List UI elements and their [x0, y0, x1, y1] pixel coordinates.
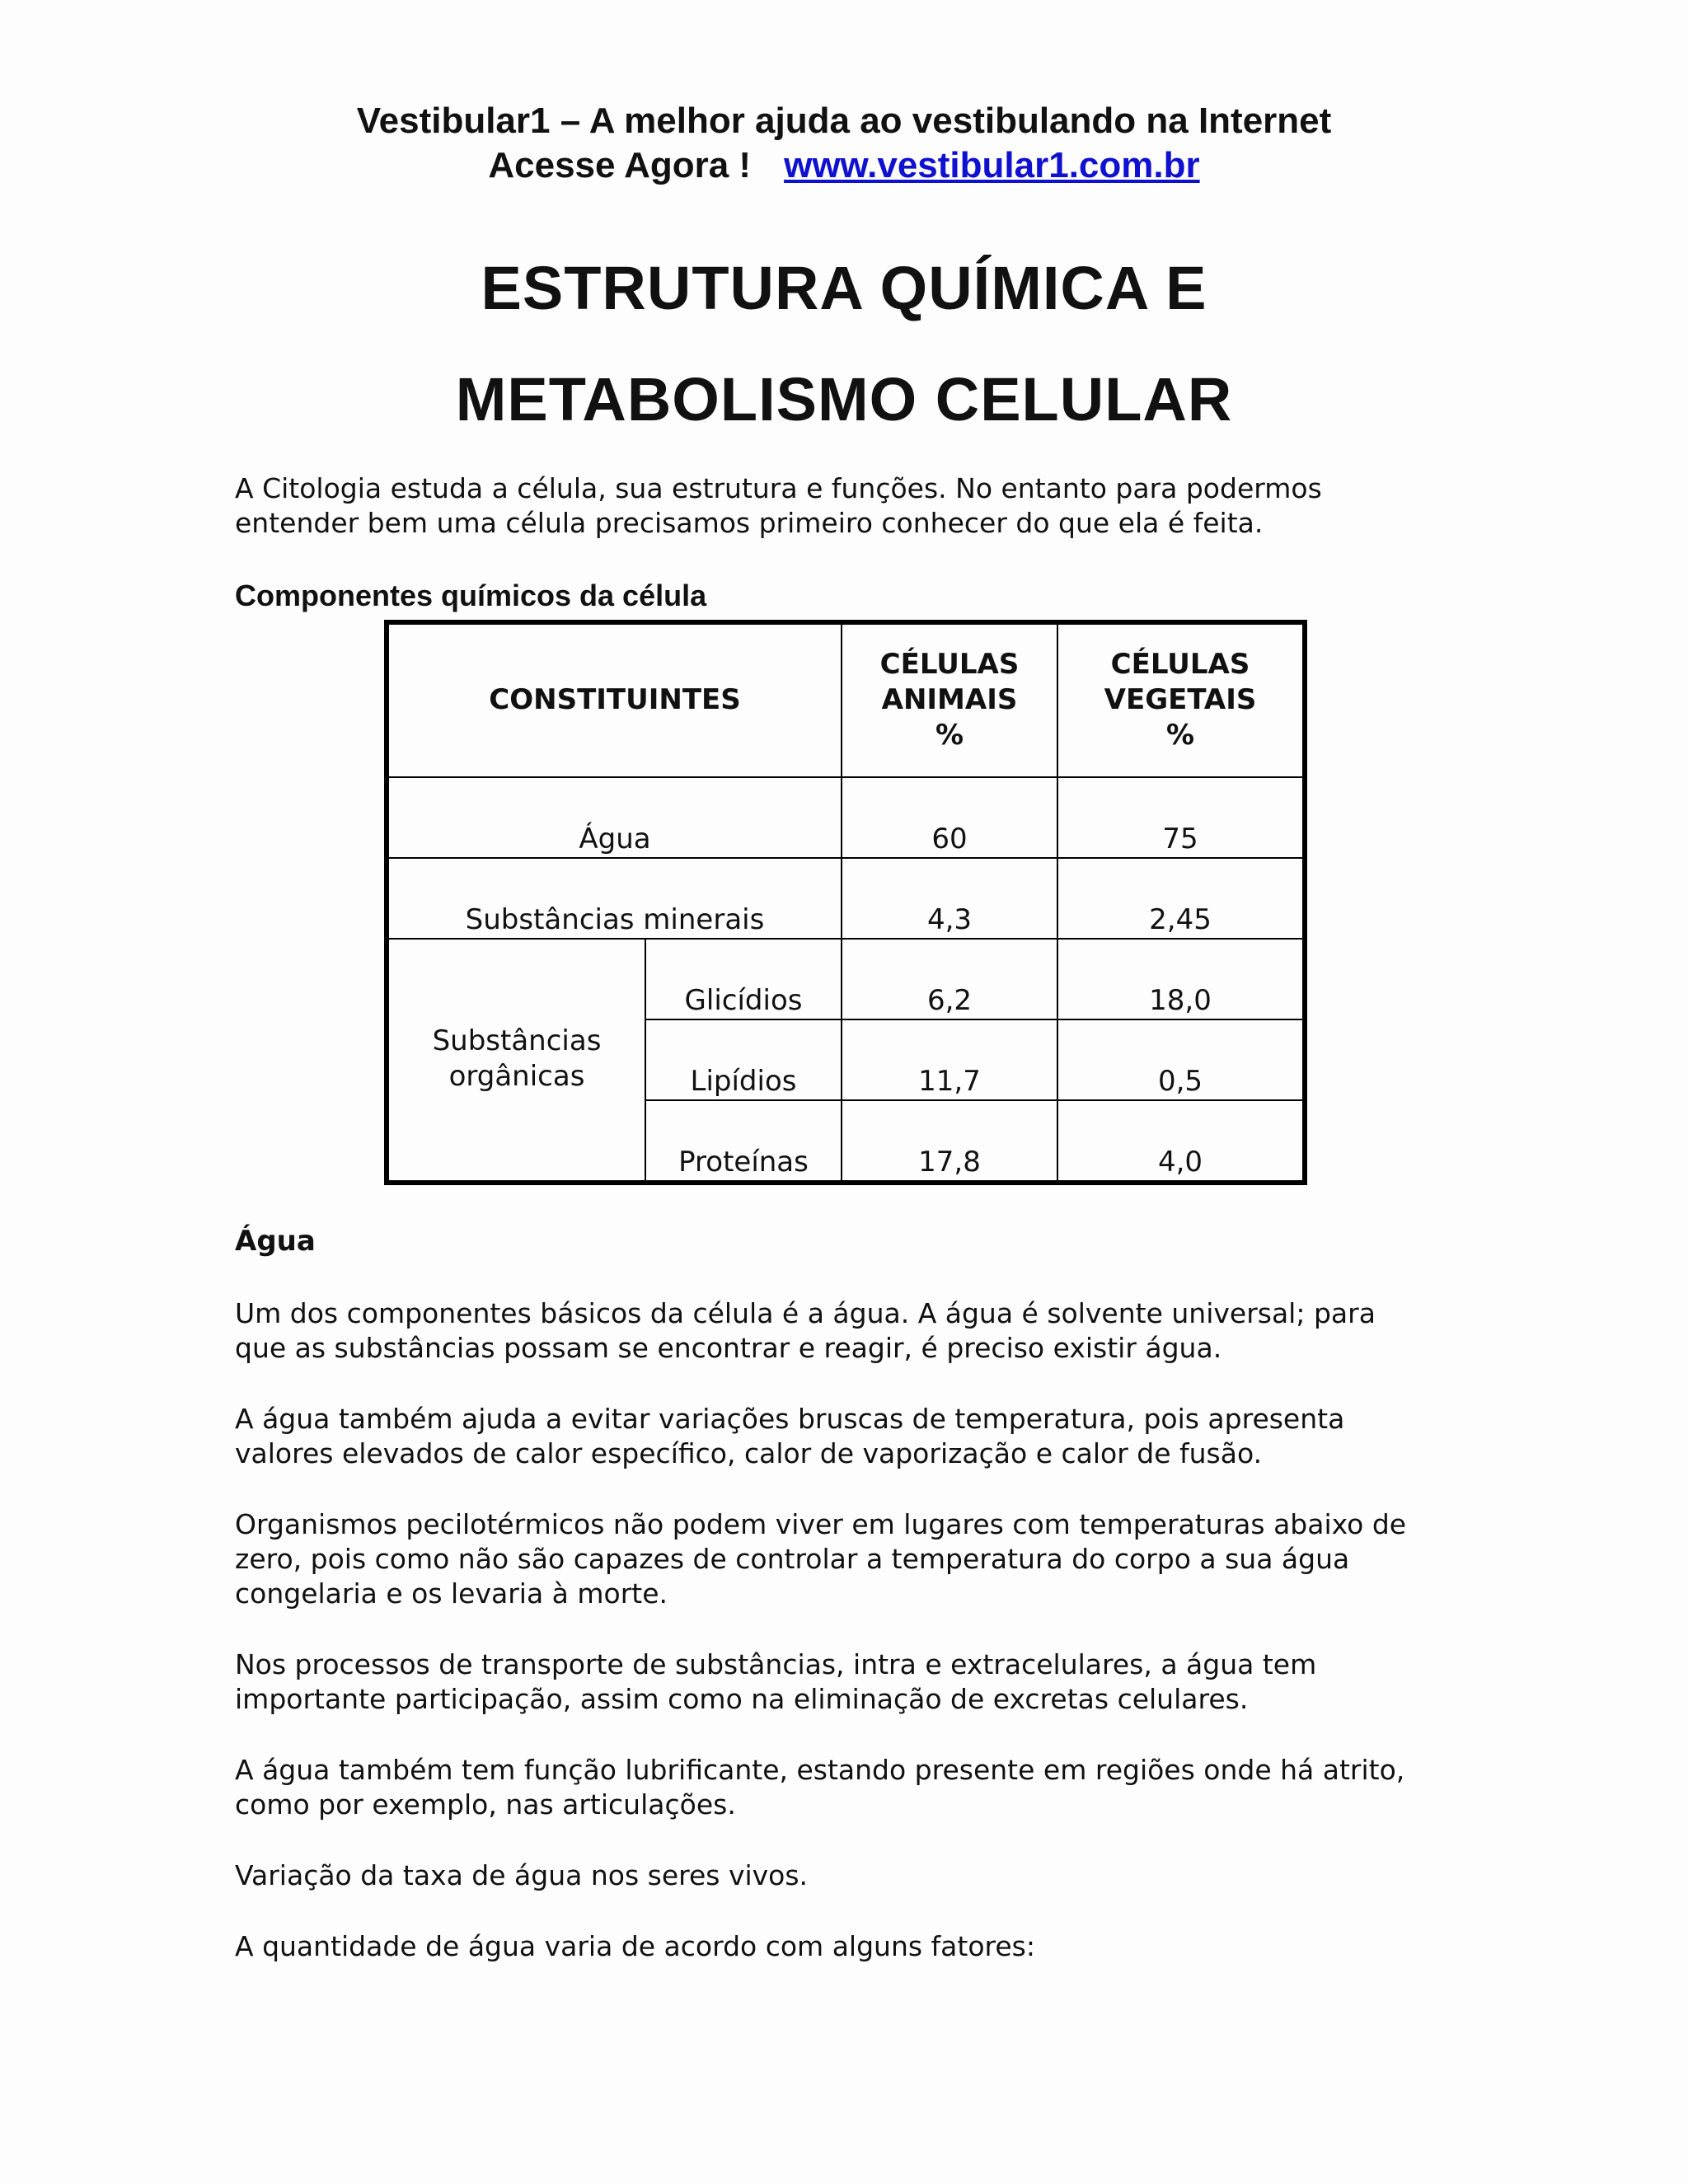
agua-paragraph-6: Variação da taxa de água nos seres vivos. — [235, 1859, 809, 1891]
header-constituintes: CONSTITUINTES — [387, 622, 842, 777]
header-animal-l1: CÉLULAS — [879, 647, 1020, 681]
agua-p3-l2: zero, pois como não são capazes de controlar a temperatura do corpo a sua água — [235, 1543, 1350, 1575]
cell-proteinas-plant: 4,0 — [1057, 1100, 1305, 1183]
page-title-line2: METABOLISMO CELULAR — [455, 365, 1233, 434]
agua-p5-l2: como por exemplo, nas articulações. — [235, 1788, 736, 1821]
cell-agua-plant: 75 — [1057, 777, 1305, 858]
agua-paragraph-1 — [235, 1296, 1471, 1366]
table-row — [387, 858, 1305, 939]
agua-p4-l1: Nos processos de transporte de substâncias, intra e extracelulares, a água tem — [235, 1648, 1317, 1680]
table-section-title: Componentes químicos da célula — [235, 579, 707, 612]
cell-minerais-animal: 4,3 — [842, 858, 1057, 939]
agua-paragraph-4 — [235, 1647, 1471, 1717]
banner-text: Vestibular1 – A melhor ajuda ao vestibulando na Internet — [356, 101, 1332, 141]
site-banner-line1 — [0, 99, 1688, 143]
agua-paragraph-5 — [235, 1753, 1471, 1822]
header-animal-l3: % — [935, 718, 964, 752]
cell-lipidios-plant: 0,5 — [1057, 1019, 1305, 1100]
agua-p1-l1: Um dos componentes básicos da célula é a água. A água é solvente universal; para — [235, 1297, 1376, 1329]
row-label-glicidios: Glicídios — [645, 939, 842, 1019]
organicas-l2: orgânicas — [448, 1060, 585, 1093]
table-row — [387, 777, 1305, 858]
row-label-agua: Água — [387, 777, 842, 858]
row-label-lipidios: Lipídios — [645, 1019, 842, 1100]
header-plant-cells — [1057, 622, 1305, 777]
intro-paragraph — [235, 471, 1471, 541]
cell-glicidios-plant: 18,0 — [1057, 939, 1305, 1019]
agua-p2-l2: valores elevados de calor específico, calor de vaporização e calor de fusão. — [235, 1437, 1263, 1469]
cell-glicidios-animal: 6,2 — [842, 939, 1057, 1019]
components-table — [384, 620, 1307, 1185]
header-plant-l2: VEGETAIS — [1104, 682, 1257, 716]
site-banner-line2 — [0, 143, 1688, 188]
agua-p1-l2: que as substâncias possam se encontrar e reagir, é preciso existir água. — [235, 1332, 1222, 1364]
row-label-minerais: Substâncias minerais — [387, 858, 842, 939]
agua-paragraph-3 — [235, 1507, 1471, 1611]
row-label-proteinas: Proteínas — [645, 1100, 842, 1183]
agua-paragraph-2 — [235, 1402, 1471, 1471]
agua-paragraph-7: A quantidade de água varia de acordo com alguns fatores: — [235, 1930, 1035, 1962]
banner-cta: Acesse Agora ! — [488, 145, 752, 185]
header-animal-cells — [842, 622, 1057, 777]
cell-proteinas-animal: 17,8 — [842, 1100, 1057, 1183]
agua-p4-l2: importante participação, assim como na eliminação de excretas celulares. — [235, 1683, 1249, 1715]
header-plant-l3: % — [1165, 718, 1195, 752]
row-label-organicas — [387, 939, 645, 1183]
agua-p2-l1: A água também ajuda a evitar variações bruscas de temperatura, pois apresenta — [235, 1403, 1345, 1435]
intro-line-1: A Citologia estuda a célula, sua estrutura e funções. No entanto para podermos — [235, 472, 1322, 504]
cell-minerais-plant: 2,45 — [1057, 858, 1305, 939]
header-plant-l1: CÉLULAS — [1110, 647, 1250, 681]
cell-lipidios-animal: 11,7 — [842, 1019, 1057, 1100]
organicas-l1: Substâncias — [432, 1024, 602, 1057]
agua-p3-l1: Organismos pecilotérmicos não podem viver em lugares com temperaturas abaixo de — [235, 1508, 1407, 1540]
agua-p3-l3: congelaria e os levaria à morte. — [235, 1577, 668, 1610]
agua-heading: Água — [235, 1225, 316, 1258]
cell-agua-animal: 60 — [842, 777, 1057, 858]
site-link[interactable]: www.vestibular1.com.br — [784, 145, 1200, 185]
agua-p5-l1: A água também tem função lubrificante, estando presente em regiões onde há atrito, — [235, 1754, 1405, 1786]
header-animal-l2: ANIMAIS — [881, 682, 1018, 716]
page-title-line1: ESTRUTURA QUÍMICA E — [481, 254, 1207, 322]
table-row — [387, 939, 1305, 1019]
table-header-row — [387, 622, 1305, 777]
intro-line-2: entender bem uma célula precisamos primeiro conhecer do que ela é feita. — [235, 507, 1264, 539]
